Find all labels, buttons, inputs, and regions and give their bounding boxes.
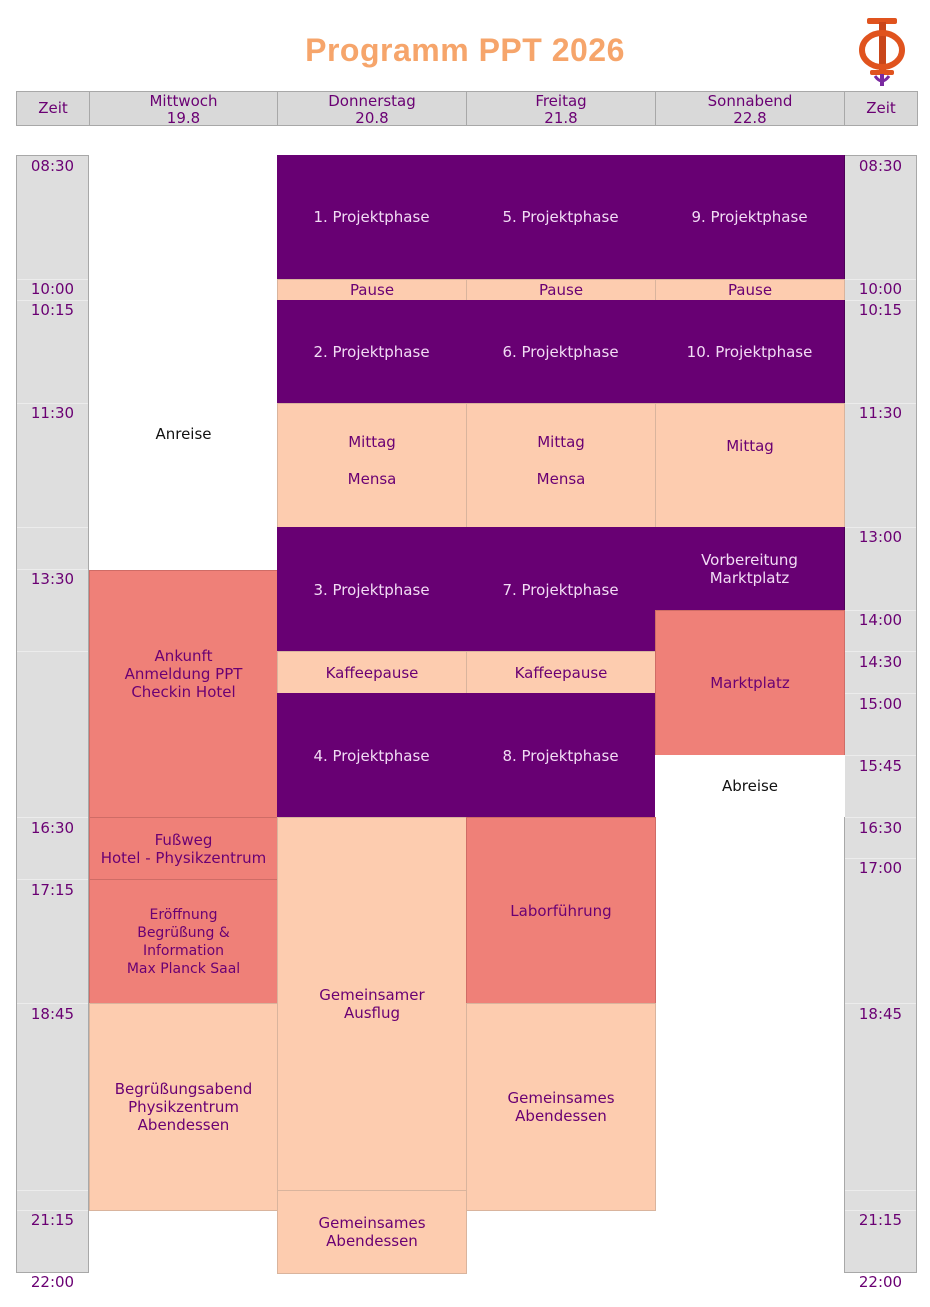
event-label: Abendessen	[137, 1116, 230, 1134]
event-label: Mensa	[347, 470, 397, 488]
time-column-right	[844, 155, 917, 1273]
event-label: Abreise	[721, 777, 779, 795]
time-label: 10:15	[858, 301, 903, 319]
time-column-left	[16, 155, 89, 1273]
event-label: Information	[142, 942, 225, 959]
day-name: Freitag	[535, 92, 587, 110]
event-label: 7. Projektphase	[502, 580, 619, 599]
event-label: Anreise	[155, 425, 212, 443]
event-label: Marktplatz	[710, 674, 790, 692]
time-label: 22:00	[858, 1273, 903, 1291]
time-label: 22:00	[30, 1273, 75, 1291]
event-projektphase-6	[466, 300, 656, 404]
event-eroeffnung	[89, 879, 278, 1004]
event-label: Gemeinsamer	[319, 986, 425, 1004]
time-label: 14:00	[858, 611, 903, 629]
time-label: 17:00	[858, 859, 903, 877]
event-label: Pause	[538, 281, 584, 299]
gridline	[845, 755, 916, 756]
day-date: 20.8	[355, 109, 389, 127]
event-projektphase-7	[466, 527, 656, 652]
time-label: 08:30	[858, 157, 903, 175]
event-projektphase-9	[655, 155, 845, 279]
event-vorbereitung-marktplatz	[655, 527, 845, 611]
event-label: 8. Projektphase	[502, 746, 619, 765]
time-label: 11:30	[858, 404, 903, 422]
header-day-mittwoch	[89, 91, 278, 126]
time-label: 15:00	[858, 695, 903, 713]
event-projektphase-3	[277, 527, 467, 652]
time-label: 21:15	[30, 1211, 75, 1229]
header-zeit-left	[16, 91, 90, 126]
event-label: Abendessen	[326, 1232, 418, 1250]
event-label: Laborführung	[510, 901, 612, 920]
header-day-sonnabend	[655, 91, 845, 126]
gridline	[845, 1003, 916, 1004]
event-pause	[277, 279, 467, 301]
event-label: Kaffeepause	[325, 663, 419, 682]
event-projektphase-5	[466, 155, 656, 279]
time-label: 13:00	[858, 528, 903, 546]
event-label: 3. Projektphase	[313, 580, 430, 599]
event-label: Abendessen	[515, 1107, 607, 1125]
event-kaffeepause	[466, 651, 656, 694]
event-mittag	[277, 403, 467, 528]
event-label: 10. Projektphase	[686, 343, 813, 361]
day-name: Mittwoch	[149, 92, 218, 110]
event-abreise	[655, 755, 845, 817]
event-label: 1. Projektphase	[313, 208, 430, 226]
header-zeit-label: Zeit	[38, 99, 68, 117]
header-zeit-right	[844, 91, 918, 126]
event-label: Vorbereitung	[701, 551, 798, 569]
page-title: Programm PPT 2026	[305, 32, 625, 68]
event-abendessen	[277, 1190, 467, 1274]
header-day-donnerstag	[277, 91, 467, 126]
day-date: 22.8	[733, 109, 767, 127]
time-label: 21:15	[858, 1211, 903, 1229]
event-projektphase-10	[655, 300, 845, 404]
event-begruessungsabend	[89, 1003, 278, 1211]
event-label: 4. Projektphase	[313, 746, 430, 765]
event-mittag	[466, 403, 656, 528]
event-ankunft	[89, 570, 278, 818]
event-anreise	[89, 155, 278, 570]
event-marktplatz	[655, 610, 845, 756]
time-label: 17:15	[30, 881, 75, 899]
time-label: 10:15	[30, 301, 75, 319]
time-label: 15:45	[858, 757, 903, 775]
time-label: 18:45	[30, 1005, 75, 1023]
event-label: Pause	[349, 281, 395, 299]
event-label: 2. Projektphase	[313, 343, 430, 361]
event-projektphase-8	[466, 693, 656, 818]
phi-logo-icon	[853, 14, 911, 88]
gridline	[17, 527, 88, 528]
event-label: Max Planck Saal	[126, 960, 241, 977]
time-label: 08:30	[30, 157, 75, 175]
day-date: 19.8	[166, 109, 201, 127]
event-projektphase-4	[277, 693, 467, 818]
event-kaffeepause	[277, 651, 467, 694]
event-label: Hotel - Physikzentrum	[100, 848, 267, 867]
gridline	[845, 817, 916, 818]
day-name: Sonnabend	[707, 92, 793, 110]
event-label: Mensa	[536, 470, 586, 488]
event-label: Physikzentrum	[128, 1098, 239, 1116]
gridline	[845, 693, 916, 694]
event-label: Checkin Hotel	[131, 683, 236, 701]
time-label: 14:30	[858, 653, 903, 671]
event-label: Kaffeepause	[514, 663, 608, 682]
event-label: 9. Projektphase	[691, 208, 808, 226]
gridline	[845, 1190, 916, 1191]
event-label: Ausflug	[343, 1004, 401, 1022]
day-date: 21.8	[544, 109, 578, 127]
event-label: Mittag	[726, 437, 774, 455]
time-label: 13:30	[30, 570, 75, 588]
event-fussweg	[89, 817, 278, 880]
event-label: Mittag	[348, 433, 396, 451]
event-mittag	[655, 403, 845, 528]
event-laborfuehrung	[466, 817, 656, 1004]
day-name: Donnerstag	[328, 92, 416, 110]
gridline	[17, 1190, 88, 1191]
time-label: 16:30	[858, 819, 903, 837]
event-pause	[655, 279, 845, 301]
time-label: 10:00	[858, 280, 903, 298]
event-label: Anmeldung PPT	[124, 665, 243, 683]
time-label: 10:00	[30, 280, 75, 298]
event-label: Ankunft	[154, 647, 213, 665]
gridline	[17, 1003, 88, 1004]
event-label: Fußweg	[154, 830, 213, 849]
event-label: Begrüßungsabend	[114, 1080, 253, 1098]
event-projektphase-1	[277, 155, 467, 279]
event-label: Pause	[727, 281, 773, 299]
time-label: 18:45	[858, 1005, 903, 1023]
gridline	[17, 651, 88, 652]
event-pause	[466, 279, 656, 301]
event-abendessen	[466, 1003, 656, 1211]
event-ausflug	[277, 817, 467, 1191]
event-label: Gemeinsames	[507, 1089, 615, 1107]
header-zeit-label: Zeit	[866, 99, 896, 117]
event-label: Eröffnung	[149, 906, 218, 923]
event-label: 5. Projektphase	[502, 208, 619, 226]
gridline	[17, 879, 88, 880]
header-day-freitag	[466, 91, 656, 126]
event-label: Mittag	[537, 433, 585, 451]
event-label: Begrüßung &	[137, 924, 230, 941]
time-label: 11:30	[30, 404, 75, 422]
gridline	[17, 817, 88, 818]
event-label: Gemeinsames	[318, 1214, 426, 1232]
time-label: 16:30	[30, 819, 75, 837]
event-projektphase-2	[277, 300, 467, 404]
event-label: Marktplatz	[709, 569, 790, 587]
event-label: 6. Projektphase	[502, 343, 619, 361]
gridline	[845, 651, 916, 652]
